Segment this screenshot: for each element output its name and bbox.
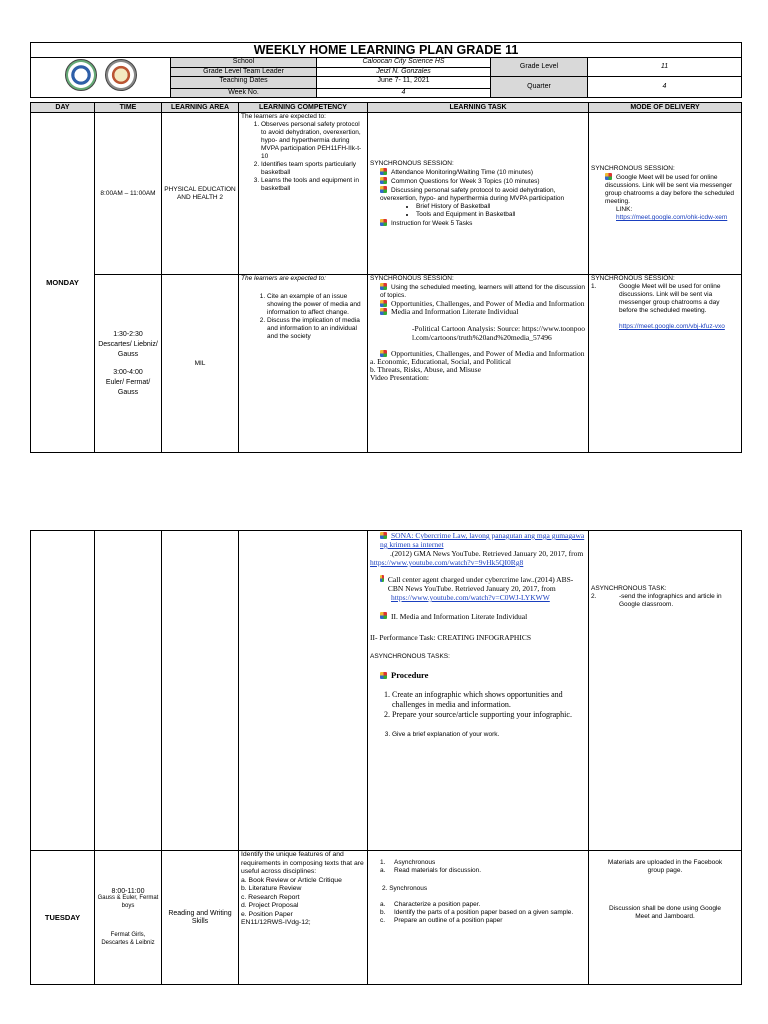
day-tuesday: TUESDAY	[31, 851, 95, 985]
ii-media-literate: II. Media and Information Literate Individual	[391, 612, 528, 621]
pe-mode	[589, 113, 742, 275]
pe-area: PHYSICAL EDUCATION AND HEALTH 2	[162, 113, 239, 275]
tuesday-competency-line: b. Literature Review	[241, 885, 302, 892]
tuesday-competency	[239, 851, 368, 985]
plan-page-1	[30, 42, 741, 453]
pe-subtask-item: • Brief History of Basketball	[416, 203, 586, 211]
leader-label: Grade Level Team Leader	[171, 67, 317, 77]
windows-flag-icon	[380, 350, 387, 357]
plan-header-table	[30, 42, 742, 98]
windows-flag-icon	[380, 532, 387, 539]
procedure-step: 1. Create an infographic which shows opportunities and challenges in media and information.	[392, 690, 586, 710]
pe-task-item: Attendance Monitoring/Waiting Time (10 minutes)	[391, 168, 534, 176]
mil-mode: SYNCHRONOUS SESSION: 1. Google Meet will be used for online discussions. Link will be sent via messenger group chatrooms a day before the scheduled meeting. https://meet.google.com/vbj-kfuz-vxo	[589, 275, 742, 453]
pe-competency-item: 2. Identifies team sports particularly basketball	[261, 161, 365, 177]
mil-task	[368, 275, 589, 453]
mil-time-2: 3:00-4:00	[113, 368, 143, 376]
mil-mode-heading: SYNCHRONOUS SESSION:	[591, 275, 675, 282]
tuesday-mode	[589, 851, 742, 985]
task-line: 2. Synchronous	[382, 885, 428, 892]
task-line: Prepare an outline of a position paper	[394, 917, 503, 924]
plan-page-2	[30, 530, 741, 985]
mil-competency-intro: The learners are expected to:	[241, 275, 326, 282]
mil-time	[95, 275, 162, 453]
callcenter-citation: Call center agent charged under cybercrime law..(2014) ABS-CBN News YouTube. Retrieved January 20, 2017, from	[387, 575, 574, 593]
plan-title: WEEKLY HOME LEARNING PLAN GRADE 11	[31, 43, 742, 58]
async-task-number: 2.	[591, 593, 597, 600]
week-value: 4	[317, 88, 491, 98]
mil-task-item: Opportunities, Challenges, and Power of Media and Information	[391, 299, 585, 308]
mil-task-heading: SYNCHRONOUS SESSION:	[370, 275, 454, 282]
mil-meet-link[interactable]: https://meet.google.com/vbj-kfuz-vxo	[619, 323, 725, 330]
mil-area: MIL	[162, 275, 239, 453]
mil-task-continued	[368, 531, 589, 851]
dates-label: Teaching Dates	[171, 77, 317, 89]
tuesday-competency-line: e. Position Paper	[241, 910, 293, 918]
tuesday-competency-line: EN11/12RWS-IVdg-12;	[241, 919, 311, 926]
tuesday-groups-b: Fermat Girls, Descartes & Leibniz	[101, 932, 155, 946]
pe-subtask-item: • Tools and Equipment in Basketball	[416, 211, 586, 219]
grade-level-value: 11	[588, 58, 742, 77]
task-line: Identify the parts of a position paper based on a given sample.	[394, 909, 574, 916]
mil-cartoon-source: -Political Cartoon Analysis: Source: https://www.toonpool.com/cartoons/truth%20and%20media_57496	[412, 324, 586, 342]
deped-seal-icon	[65, 59, 97, 91]
async-tasks-heading: ASYNCHRONOUS TASKS:	[370, 653, 450, 660]
week-label: Week No.	[171, 88, 317, 98]
pe-task	[368, 113, 589, 275]
tuesday-competency-line: c. Research Report	[241, 893, 300, 901]
mil-video: Video Presentation:	[370, 373, 429, 382]
windows-flag-icon	[380, 283, 387, 290]
mil-groups-1: Descartes/ Liebniz/ Gauss	[98, 340, 158, 358]
mil-point-b: b. Threats, Risks, Abuse, and Misuse	[370, 365, 481, 374]
day-monday: MONDAY	[31, 113, 95, 453]
pe-mode-link-label: LINK:	[616, 206, 633, 213]
windows-flag-icon	[380, 575, 384, 582]
procedure-step: 2. Prepare your source/article supporting your infographic.	[392, 710, 586, 720]
sona-url-link[interactable]: https://www.youtube.com/watch?v=9vHk5QI0Rg8	[370, 558, 524, 567]
col-task: LEARNING TASK	[368, 103, 589, 113]
windows-flag-icon	[380, 186, 387, 193]
quarter-label: Quarter	[491, 77, 588, 98]
tuesday-mode-1: Materials are uploaded in the Facebook group page.	[607, 859, 723, 874]
pe-mode-heading: SYNCHRONOUS SESSION:	[591, 165, 675, 172]
mil-task-item: Opportunities, Challenges, and Power of Media and Information	[391, 349, 585, 358]
pe-competency-item: 3. Learns the tools and equipment in basketball	[261, 177, 365, 193]
task-line: Characterize a position paper.	[394, 901, 481, 908]
async-task-text: -send the infographics and article in Google classroom.	[619, 593, 722, 608]
windows-flag-icon	[380, 612, 387, 619]
windows-flag-icon	[605, 173, 612, 180]
mil-task-item: Using the scheduled meeting, learners will attend for the discussion of topics.	[380, 284, 586, 299]
sona-video-link[interactable]: SONA: Cybercrime Law, lavong panagutan ang mga gumagawa ng krimen sa internet	[380, 531, 585, 549]
col-time: TIME	[95, 103, 162, 113]
pe-task-heading: SYNCHRONOUS SESSION:	[370, 159, 454, 167]
col-area: LEARNING AREA	[162, 103, 239, 113]
mil-competency-item: 1. Cite an example of an issue showing the power of media and information to affect change.	[267, 293, 365, 317]
mil-point-a: a. Economic, Educational, Social, and Political	[370, 357, 512, 366]
col-competency: LEARNING COMPETENCY	[239, 103, 368, 113]
tuesday-competency-line: Identify the unique features of and requirements in composing texts that are useful across disciplines:	[241, 851, 364, 875]
windows-flag-icon	[380, 308, 387, 315]
pe-task-item: Discussing personal safety protocol to avoid dehydration, overexertion, hypo- and hyperthermia during MVPA participation	[380, 186, 565, 202]
tuesday-time-value: 8:00-11:00	[111, 887, 145, 895]
col-mode: MODE OF DELIVERY	[589, 103, 742, 113]
task-mark: c.	[380, 917, 386, 924]
windows-flag-icon	[380, 219, 387, 226]
pe-competency	[239, 113, 368, 275]
task-mark: b.	[380, 909, 386, 916]
mil-mode-text: Google Meet will be used for online discussions. Link will be sent via messenger group chatrooms a day before the scheduled meeting.	[619, 283, 721, 314]
performance-task: II- Performance Task: CREATING INFOGRAPHICS	[370, 633, 531, 642]
tuesday-competency-line: a. Book Review or Article Critique	[241, 876, 342, 884]
quarter-value: 4	[588, 77, 742, 98]
col-day: DAY	[31, 103, 95, 113]
tuesday-groups-a: Gauss & Euler, Fermat boys	[97, 895, 159, 909]
mil-groups-2: Euler/ Fermat/ Gauss	[105, 378, 151, 396]
plan-table-page-1	[30, 102, 742, 453]
leader-value: Jeizl N. Gonzales	[317, 67, 491, 77]
windows-flag-icon	[380, 177, 387, 184]
procedure-heading: Procedure	[391, 670, 429, 680]
school-seal-icon	[105, 59, 137, 91]
logo-cell	[31, 58, 171, 98]
tuesday-competency-line: d. Project Proposal	[241, 902, 299, 909]
mil-competency	[239, 275, 368, 453]
tuesday-area: Reading and Writing Skills	[162, 851, 239, 985]
mil-task-item: Media and Information Literate Individual	[391, 307, 519, 316]
pe-task-item: Common Questions for Week 3 Topics (10 minutes)	[391, 177, 540, 185]
mil-time-1: 1:30-2:30	[113, 330, 143, 338]
pe-competency-intro: The learners are expected to:	[241, 113, 326, 120]
windows-flag-icon	[380, 672, 387, 679]
windows-flag-icon	[380, 300, 387, 307]
tuesday-mode-2: Discussion shall be done using Google Meet and Jamboard.	[608, 905, 721, 920]
pe-mode-text: Google Meet will be used for online discussions. Link will be sent via messenger group chatrooms a day before the scheduled meeting.	[605, 174, 735, 205]
plan-table-page-2	[30, 530, 742, 985]
task-line: Asynchronous	[394, 859, 436, 866]
task-mark: a.	[380, 901, 386, 908]
windows-flag-icon	[380, 168, 387, 175]
task-mark: a.	[380, 867, 386, 874]
school-value: Caloocan City Science HS	[317, 58, 491, 68]
task-line: Read materials for discussion.	[394, 867, 482, 874]
sona-citation: .(2012) GMA News YouTube. Retrieved January 20, 2017, from	[390, 549, 584, 558]
dates-value: June 7- 11, 2021	[317, 77, 491, 89]
tuesday-task	[368, 851, 589, 985]
mil-mode-continued	[589, 531, 742, 851]
school-label: School	[171, 58, 317, 68]
grade-level-label: Grade Level	[491, 58, 588, 77]
pe-competency-item: 1. Observes personal safety protocol to avoid dehydration, overexertion, hypo- and hyperthermia during MVPA participation PEH11FH-IIk-t-10	[261, 121, 365, 161]
pe-meet-link[interactable]: https://meet.google.com/ohk-icdw-xem	[616, 214, 728, 221]
async-task-heading: ASYNCHRONOUS TASK:	[591, 585, 667, 592]
pe-time: 8:00AM – 11:00AM	[95, 113, 162, 275]
callcenter-url-link[interactable]: https://www.youtube.com/watch?v=C0WJ-LYKWW	[391, 593, 550, 602]
tuesday-time	[95, 851, 162, 985]
pe-task-item: Instruction for Week 5 Tasks	[391, 219, 473, 227]
task-mark: 1.	[380, 859, 386, 866]
mil-competency-item: 2. Discuss the implication of media and information to an individual and the society	[267, 317, 365, 341]
procedure-step: 3. Give a brief explanation of your work.	[392, 730, 586, 740]
